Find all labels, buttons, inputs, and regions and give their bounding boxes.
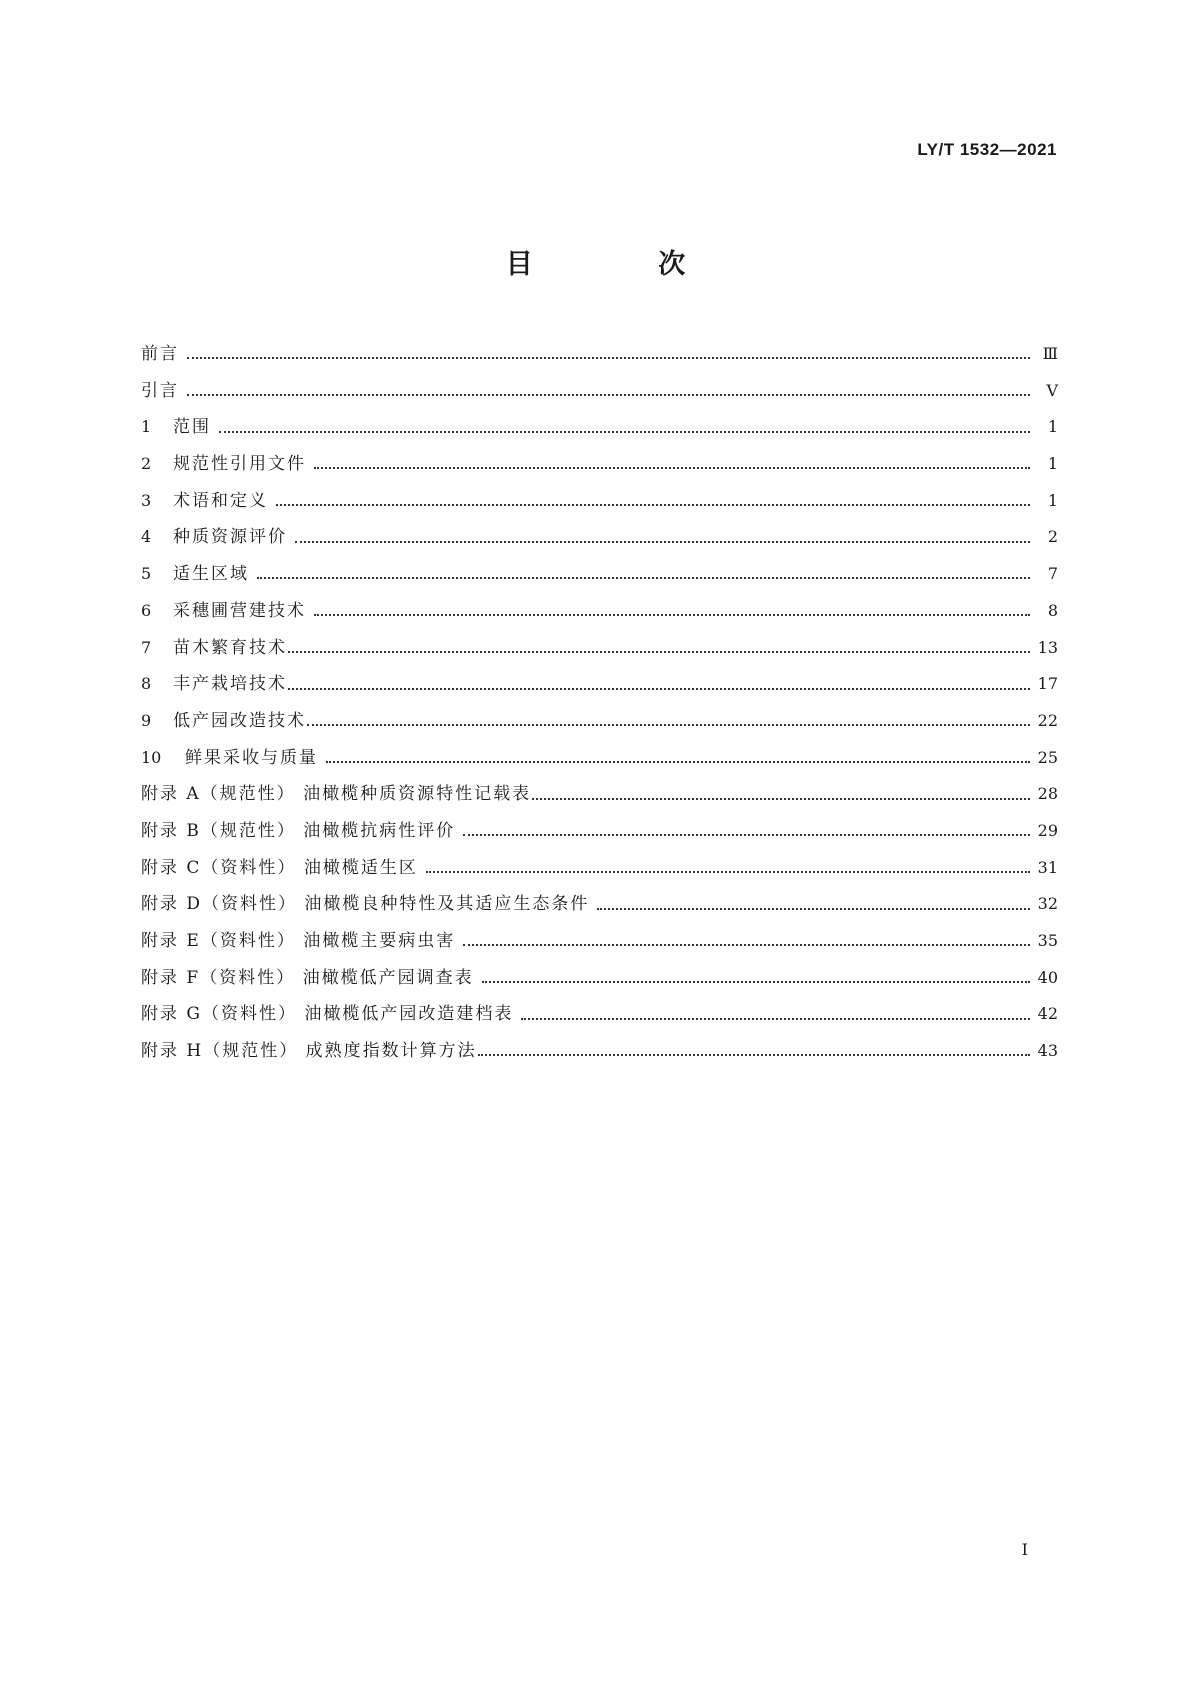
toc-entry-label: 附录 B（规范性） 油橄榄抗病性评价 [141, 820, 456, 841]
toc-leader-dots [426, 871, 1030, 873]
toc-entry-page: 1 [1047, 454, 1058, 474]
toc-entry-9[interactable] [141, 703, 1058, 740]
toc-leader-dots [326, 761, 1030, 763]
toc-leader-dots [532, 798, 1030, 800]
toc-entry-page: 29 [1037, 820, 1058, 840]
toc-leader-dots [288, 651, 1030, 653]
toc-entry-label: 鲜果采收与质量 [185, 747, 318, 768]
toc-entry-label: 低产园改造技术 [173, 710, 306, 731]
toc-entry-label: 附录 A（规范性） 油橄榄种质资源特性记载表 [141, 784, 532, 805]
toc-entry-page: Ⅴ [1046, 380, 1058, 400]
toc-entry-page: 40 [1037, 967, 1058, 987]
toc-leader-dots [482, 981, 1030, 983]
toc-entry-3[interactable] [141, 483, 1058, 520]
page-number: Ⅰ [1021, 1540, 1028, 1559]
toc-entry-label: 术语和定义 [173, 490, 268, 511]
toc-entry-label: 丰产栽培技术 [173, 674, 287, 695]
toc-entry-label: 附录 C（资料性） 油橄榄适生区 [141, 857, 418, 878]
toc-entry-page: 35 [1037, 931, 1058, 950]
page-title: 目 次 [505, 249, 744, 280]
toc-entry-7[interactable] [141, 630, 1058, 667]
toc-entry-appendix-h[interactable] [141, 1033, 1058, 1070]
toc-entry-1[interactable] [141, 409, 1058, 446]
toc-entry-page: 1 [1047, 417, 1058, 437]
toc-leader-dots [314, 467, 1030, 469]
toc-entry-page: 28 [1037, 784, 1058, 804]
toc-leader-dots [478, 1054, 1030, 1056]
toc-entry-number: 2 [141, 454, 152, 474]
toc-entry-number: 5 [141, 564, 152, 584]
toc-leader-dots [187, 357, 1030, 359]
toc-entry-label: 适生区域 [173, 564, 249, 585]
toc-entry-page: 1 [1047, 490, 1058, 510]
toc-entry-label: 规范性引用文件 [173, 454, 306, 475]
toc-entry-appendix-f[interactable] [141, 960, 1058, 997]
toc-entry-page: 43 [1037, 1041, 1058, 1061]
toc-entry-number: 10 [141, 747, 162, 767]
toc-entry-page: 7 [1047, 564, 1058, 584]
toc-entry-label: 苗木繁育技术 [173, 637, 287, 658]
toc-entry-number: 6 [141, 600, 152, 620]
toc-entry-appendix-d[interactable] [141, 886, 1058, 923]
toc-entry-appendix-c[interactable] [141, 850, 1058, 887]
toc-entry-label: 种质资源评价 [173, 527, 287, 548]
toc-entry-5[interactable] [141, 556, 1058, 593]
toc-entry-label: 附录 F（资料性） 油橄榄低产园调查表 [141, 967, 474, 988]
toc-entry-page: 42 [1037, 1004, 1058, 1024]
toc-leader-dots [463, 834, 1030, 836]
toc-entry-page: 22 [1037, 710, 1058, 730]
toc-entry-label: 前言 [141, 344, 179, 364]
toc-entry-label: 范围 [173, 417, 211, 438]
standard-code: LY/T 1532—2021 [917, 140, 1057, 159]
toc-leader-dots [521, 1018, 1030, 1020]
toc-entry-appendix-a[interactable] [141, 776, 1058, 813]
toc-entry-number: 8 [141, 674, 152, 694]
toc-entry-2[interactable] [141, 446, 1058, 483]
toc-entry-number: 1 [141, 417, 152, 437]
toc-entry-6[interactable] [141, 593, 1058, 630]
toc-entry-label: 附录 E（资料性） 油橄榄主要病虫害 [141, 931, 456, 951]
table-of-contents [141, 336, 1058, 1070]
toc-entry-appendix-e[interactable] [141, 923, 1058, 960]
toc-entry-number: 9 [141, 710, 152, 730]
toc-entry-page: 25 [1037, 747, 1058, 767]
toc-leader-dots [295, 541, 1030, 543]
toc-entry-label: 引言 [141, 380, 179, 401]
toc-entry-page: Ⅲ [1042, 344, 1058, 363]
toc-entry-page: 31 [1037, 857, 1058, 877]
toc-leader-dots [288, 688, 1030, 690]
toc-entry-8[interactable] [141, 666, 1058, 703]
toc-entry-4[interactable] [141, 519, 1058, 556]
toc-leader-dots [257, 577, 1030, 579]
toc-leader-dots [314, 614, 1030, 616]
toc-entry-appendix-g[interactable] [141, 996, 1058, 1033]
toc-entry-page: 32 [1037, 894, 1058, 914]
toc-entry-label: 采穗圃营建技术 [173, 600, 306, 621]
toc-leader-dots [597, 908, 1030, 910]
toc-entry-foreword[interactable] [141, 336, 1058, 373]
toc-entry-label: 附录 G（资料性） 油橄榄低产园改造建档表 [141, 1004, 514, 1025]
toc-leader-dots [463, 944, 1030, 946]
toc-entry-introduction[interactable] [141, 373, 1058, 410]
toc-leader-dots [219, 431, 1030, 433]
toc-entry-page: 8 [1047, 600, 1058, 620]
toc-entry-10[interactable] [141, 740, 1058, 777]
toc-entry-page: 17 [1037, 674, 1058, 694]
toc-entry-number: 4 [141, 527, 152, 547]
toc-entry-page: 13 [1037, 637, 1058, 657]
toc-entry-number: 7 [141, 637, 152, 657]
toc-entry-page: 2 [1047, 527, 1058, 547]
toc-entry-number: 3 [141, 490, 152, 510]
toc-entry-label: 附录 D（资料性） 油橄榄良种特性及其适应生态条件 [141, 894, 590, 915]
toc-leader-dots [307, 724, 1030, 726]
toc-entry-label: 附录 H（规范性） 成熟度指数计算方法 [141, 1041, 477, 1062]
toc-leader-dots [276, 504, 1030, 506]
toc-entry-appendix-b[interactable] [141, 813, 1058, 850]
toc-leader-dots [187, 394, 1030, 396]
